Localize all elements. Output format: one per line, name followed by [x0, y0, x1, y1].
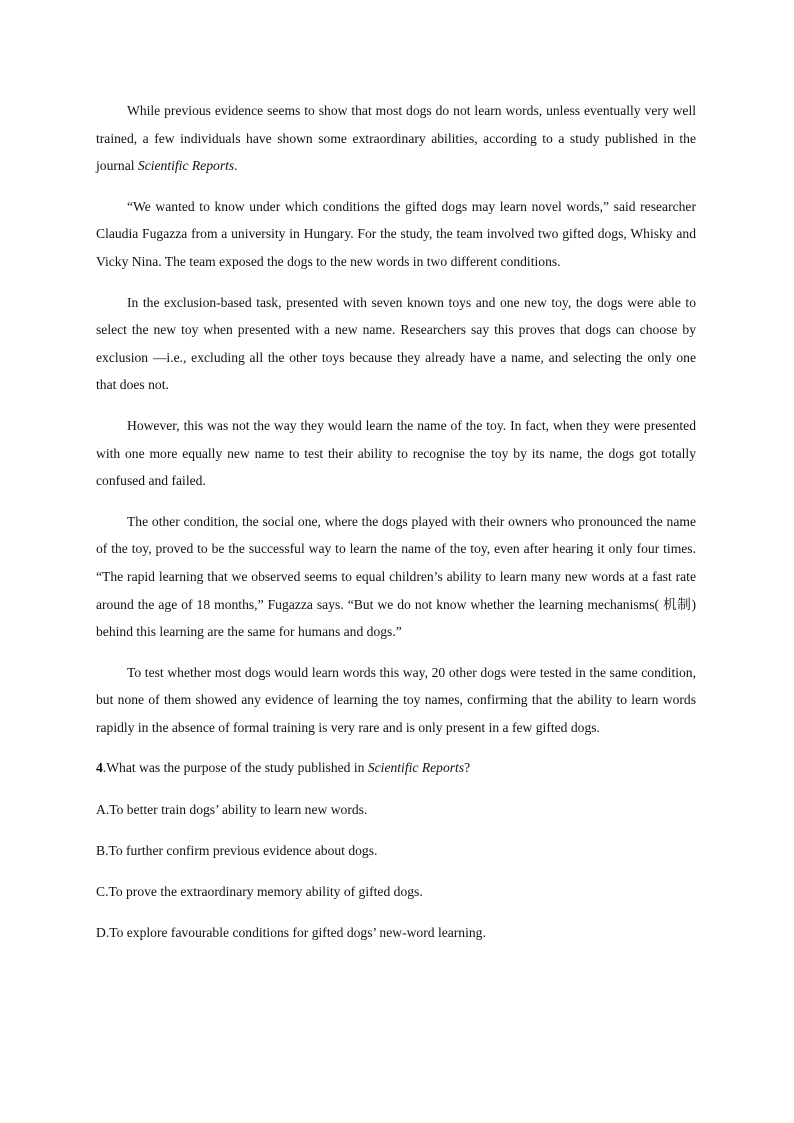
passage-paragraph-6: To test whether most dogs would learn words this way, 20 other dogs were tested in the same condition, but none of them showed any evidence of learning the toy names, confirming that the ability to learn words rapidly in the absence of formal training is very rare and is only present in a few gifted dogs.: [96, 664, 696, 735]
paragraph-1-text: While previous evidence seems to show that most dogs do not learn words, unless eventually very well trained, a few individuals have shown some extraordinary abilities, according to a study published in the journal: [96, 103, 696, 174]
passage-paragraph-3: In the exclusion-based task, presented with seven known toys and one new toy, the dogs were able to select the new toy when presented with a new name. Researchers say this proves that dogs can choose by exclusion —i.e., excluding all the other toys because they already have a name, and selecting the only one that does not.: [96, 294, 696, 393]
document-page: [96, 97, 696, 960]
passage-paragraph-4: However, this was not the way they would learn the name of the toy. In fact, when they were presented with one more equally new name to test their ability to recognise the toy by its name, the dogs got totally confused and failed.: [96, 417, 696, 489]
option-a: A.To better train dogs’ ability to learn new words.: [96, 801, 368, 817]
question-text: .What was the purpose of the study published in: [102, 760, 368, 776]
question-journal-name: Scientific Reports: [367, 760, 465, 776]
passage-paragraph-5: The other condition, the social one, where the dogs played with their owners who pronounced the name of the toy, proved to be the successful way to learn the name of the toy, even after hearing it only four times. “The rapid learning that we observed seems to equal children’s ability to learn many new words at a fast rate around the age of 18 months,” Fugazza says. “But we do not know whether the learning mechanisms( 机制) behind this learning are the same for humans and dogs.”: [96, 513, 696, 640]
passage-paragraph-1: [96, 97, 696, 180]
passage-paragraph-2: “We wanted to know under which conditions the gifted dogs may learn novel words,” said researcher Claudia Fugazza from a university in Hungary. For the study, the team involved two gifted dogs, Whisky and Vicky Nina. The team exposed the dogs to the new words in two different conditions.: [96, 198, 696, 269]
paragraph-1-end: .: [234, 158, 238, 174]
option-d: D.To explore favourable conditions for gifted dogs’ new-word learning.: [96, 924, 486, 940]
question-text-end: ?: [464, 760, 471, 776]
option-c: C.To prove the extraordinary memory ability of gifted dogs.: [96, 883, 423, 899]
option-b: B.To further confirm previous evidence about dogs.: [96, 842, 378, 858]
journal-name: Scientific Reports: [137, 158, 235, 174]
question-number: 4: [96, 760, 103, 776]
question-stem: [96, 754, 696, 782]
